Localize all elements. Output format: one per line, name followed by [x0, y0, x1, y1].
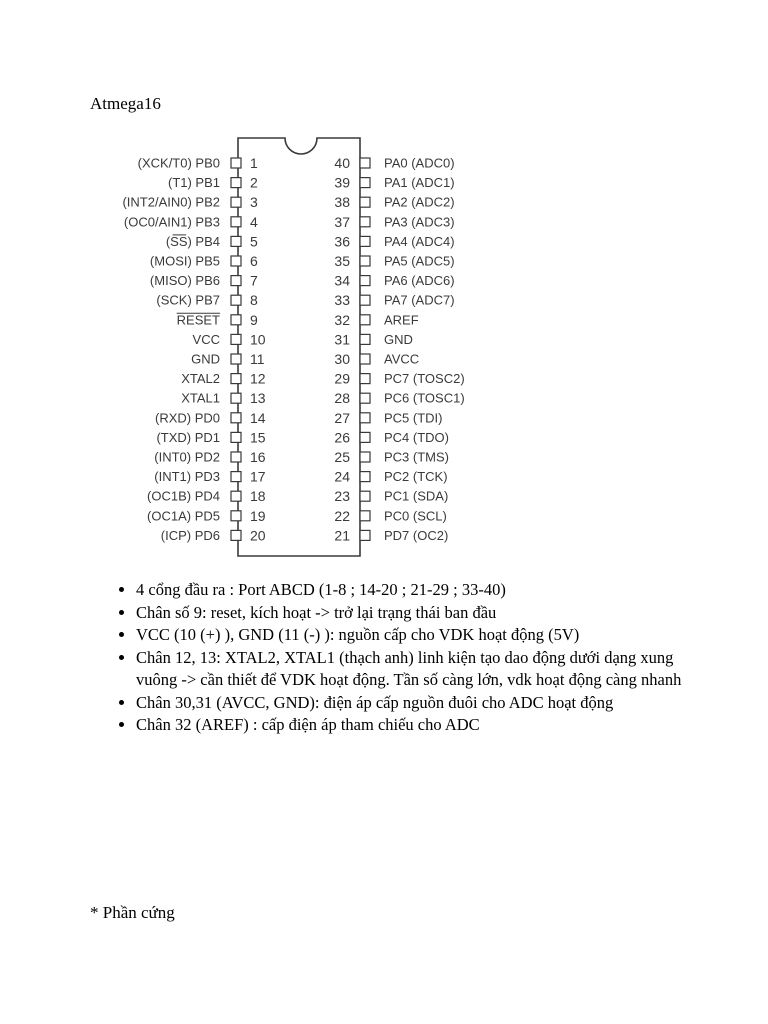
pin-label: PA5 (ADC5) [384, 253, 455, 269]
pin-number: 32 [334, 311, 350, 328]
pin-label: PC3 (TMS) [384, 449, 449, 465]
pin-label: PC0 (SCL) [384, 508, 447, 524]
pin-label: AREF [384, 312, 419, 328]
pin-label: RESET [176, 312, 220, 328]
pin-box [360, 334, 370, 344]
atmega16-pinout-diagram [104, 132, 520, 562]
pin-label: PA3 (ADC3) [384, 214, 455, 230]
pin-number: 36 [334, 233, 350, 250]
pin-box [360, 432, 370, 442]
pin-label: PA1 (ADC1) [384, 175, 455, 191]
pin-number: 21 [334, 527, 350, 544]
pin-number: 9 [250, 311, 258, 328]
pin-label: (T1) PB1 [167, 175, 220, 191]
pin-box [360, 374, 370, 384]
pin-box [360, 178, 370, 188]
pin-number: 19 [250, 507, 266, 524]
pin-number: 31 [334, 331, 350, 348]
pin-box [231, 511, 241, 521]
pin-label: PC6 (TOSC1) [384, 390, 465, 406]
pin-label: (SS) PB4 [165, 233, 220, 249]
pin-label: PA0 (ADC0) [384, 155, 455, 171]
pin-label: (XCK/T0) PB0 [137, 155, 220, 171]
pin-label: GND [191, 351, 220, 367]
pin-number: 29 [334, 370, 350, 387]
pin-label: VCC [192, 331, 220, 347]
pin-number: 20 [250, 527, 266, 544]
pinout-svg [104, 132, 520, 562]
pin-box [360, 256, 370, 266]
pin-box [231, 295, 241, 305]
pin-label: XTAL1 [181, 390, 220, 406]
pin-label: (MISO) PB6 [149, 273, 220, 289]
pin-label: (RXD) PD0 [154, 410, 220, 426]
pin-number: 7 [250, 272, 258, 289]
pin-number: 22 [334, 507, 350, 524]
pin-label: (INT2/AIN0) PB2 [122, 194, 220, 210]
pin-number: 13 [250, 390, 266, 407]
pin-label: PC5 (TDI) [384, 410, 443, 426]
pin-number: 10 [250, 331, 266, 348]
pin-number: 40 [334, 155, 350, 171]
pin-label: PC4 (TDO) [384, 429, 449, 445]
pin-box [231, 158, 241, 168]
pin-label: PA4 (ADC4) [384, 233, 455, 249]
pin-number: 4 [250, 213, 258, 230]
pin-box [360, 472, 370, 482]
pin-number: 30 [334, 351, 350, 367]
pin-label: PA6 (ADC6) [384, 273, 455, 289]
pin-label: (INT1) PD3 [154, 469, 220, 485]
pin-label: PC1 (SDA) [384, 488, 449, 504]
pin-label: (SCK) PB7 [156, 292, 220, 308]
pin-label: (OC0/AIN1) PB3 [123, 214, 220, 230]
note-item: • VCC (10 (+) ), GND (11 (-) ): nguồn cấp cho VDK hoạt động (5V) [136, 624, 706, 647]
pin-number: 26 [334, 429, 350, 446]
pin-box [231, 472, 241, 482]
pin-number: 1 [250, 155, 258, 171]
pin-box [231, 334, 241, 344]
pin-number: 17 [250, 468, 266, 485]
pin-number: 24 [334, 468, 350, 485]
pin-number: 18 [250, 488, 266, 505]
pin-number: 2 [250, 174, 258, 191]
pin-box [231, 530, 241, 540]
note-item: • Chân 12, 13: XTAL2, XTAL1 (thạch anh) linh kiện tạo dao động dưới dạng xung vuông -> cần thiết để VDK hoạt động. Tần số càng lớn, vdk hoạt động càng nhanh [136, 647, 706, 692]
note-item: • Chân số 9: reset, kích hoạt -> trở lại trạng thái ban đầu [136, 602, 706, 625]
pin-number: 15 [250, 429, 266, 446]
pin-number: 5 [250, 233, 258, 250]
pin-number: 12 [250, 370, 266, 387]
pin-number: 28 [334, 390, 350, 407]
pin-label: (MOSI) PB5 [149, 253, 220, 269]
pin-box [231, 256, 241, 266]
pin-box [231, 276, 241, 286]
pin-box [231, 491, 241, 501]
pin-box [360, 491, 370, 501]
pin-label: GND [384, 331, 413, 347]
pin-box [360, 393, 370, 403]
pin-box [231, 178, 241, 188]
pin-label: PD7 (OC2) [384, 527, 449, 543]
note-item: • Chân 32 (AREF) : cấp điện áp tham chiếu cho ADC [136, 714, 706, 737]
pin-number: 3 [250, 194, 258, 211]
pin-number: 39 [334, 174, 350, 191]
pin-box [360, 315, 370, 325]
note-item: • 4 cổng đầu ra : Port ABCD (1-8 ; 14-20 ; 21-29 ; 33-40) [136, 579, 706, 602]
pin-label: XTAL2 [181, 371, 220, 387]
pin-label: (INT0) PD2 [154, 449, 220, 465]
pin-label: PA7 (ADC7) [384, 292, 455, 308]
pin-box [231, 413, 241, 423]
pin-box [360, 295, 370, 305]
section-heading: * Phần cứng [90, 903, 175, 922]
pin-number: 8 [250, 292, 258, 309]
pin-number: 16 [250, 449, 266, 465]
pin-label: (ICP) PD6 [160, 527, 220, 543]
pin-number: 14 [250, 409, 266, 426]
pin-label: PA2 (ADC2) [384, 194, 455, 210]
pin-box [231, 354, 241, 364]
pin-box [231, 452, 241, 462]
document-title: Atmega16 [90, 94, 161, 113]
pin-number: 38 [334, 194, 350, 211]
note-item: • Chân 30,31 (AVCC, GND): điện áp cấp nguồn đuôi cho ADC hoạt động [136, 692, 706, 715]
pin-box [360, 236, 370, 246]
pin-number: 35 [334, 253, 350, 269]
pin-box [360, 354, 370, 364]
pin-box [231, 315, 241, 325]
pin-number: 25 [334, 449, 350, 465]
pin-box [231, 236, 241, 246]
notes-list [113, 579, 706, 737]
pin-label: (TXD) PD1 [156, 429, 220, 445]
pin-box [360, 276, 370, 286]
pin-label: PC2 (TCK) [384, 469, 448, 485]
pin-box [360, 452, 370, 462]
pin-number: 34 [334, 272, 350, 289]
pin-box [231, 374, 241, 384]
pin-number: 37 [334, 213, 350, 230]
pin-number: 23 [334, 488, 350, 505]
pin-label: PC7 (TOSC2) [384, 371, 465, 387]
pin-number: 11 [250, 351, 265, 367]
pin-number: 27 [334, 409, 350, 426]
pin-box [360, 217, 370, 227]
pin-number: 6 [250, 253, 258, 269]
pin-box [231, 197, 241, 207]
pin-box [231, 393, 241, 403]
pin-label: (OC1A) PD5 [147, 508, 220, 524]
pin-box [231, 432, 241, 442]
pin-box [360, 530, 370, 540]
pin-box [360, 413, 370, 423]
pin-box [360, 197, 370, 207]
pin-box [360, 158, 370, 168]
pin-box [360, 511, 370, 521]
pin-box [231, 217, 241, 227]
pin-number: 33 [334, 292, 350, 309]
pin-label: (OC1B) PD4 [147, 488, 220, 504]
pin-label: AVCC [384, 351, 420, 367]
